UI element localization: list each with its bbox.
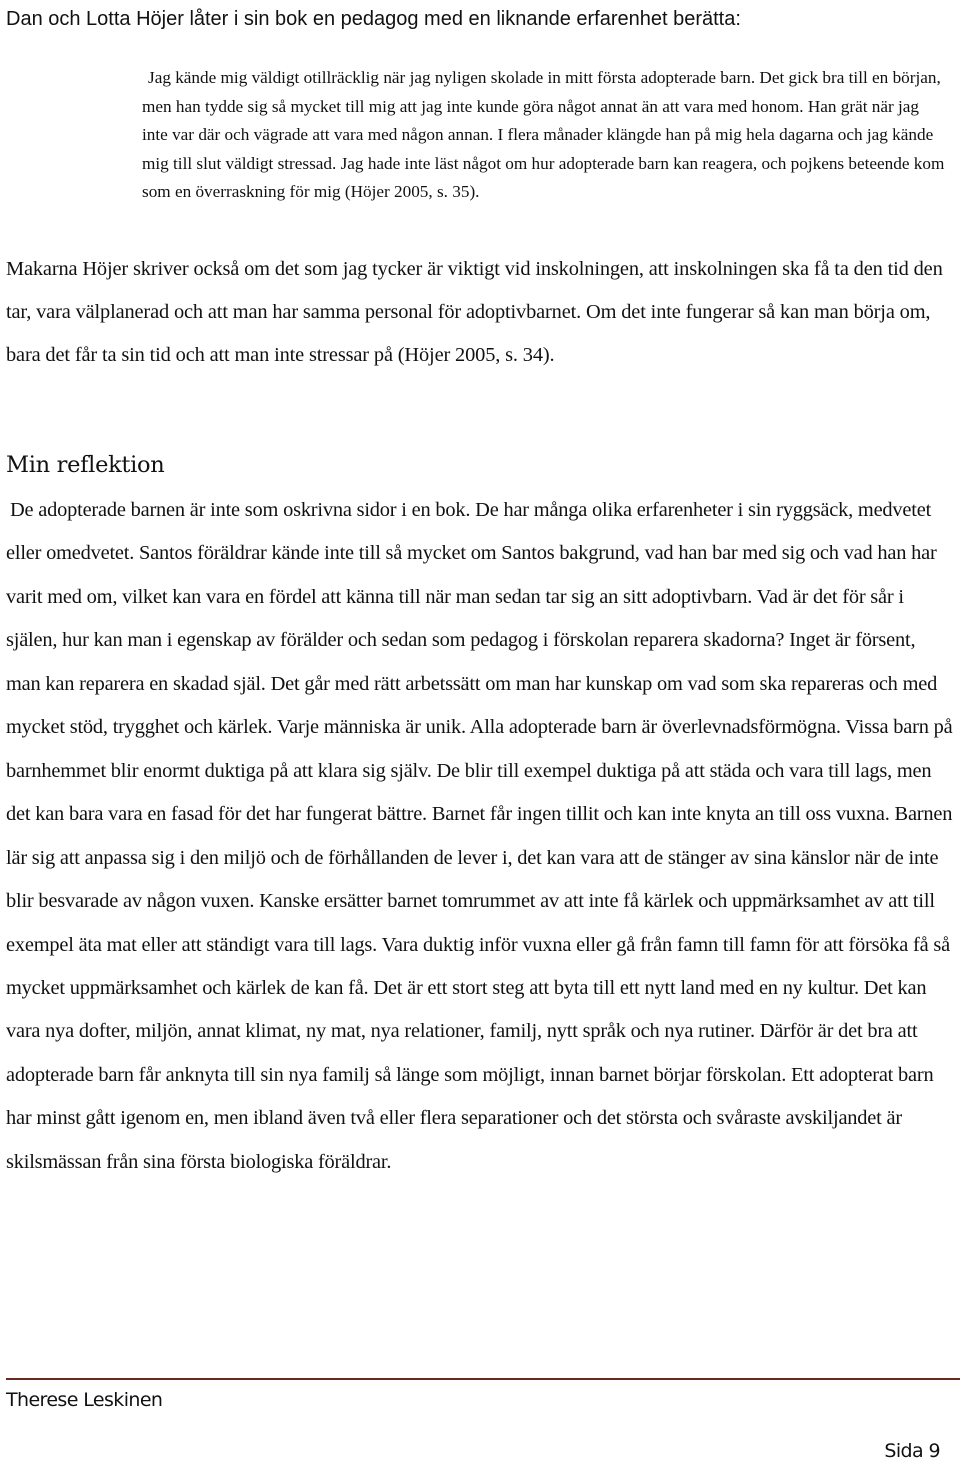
body-paragraph-2: De adopterade barnen är inte som oskrivna sidor i en bok. De har många olika erfarenheter i sin ryggsäck, medvetet eller omedvetet. Santos föräldrar kände inte till så mycket om Santos bakgrund, vad han bar med sig och vad han har varit med om, vilket kan vara en fördel att känna till när man sedan tar sig an sitt adoptivbarn. Vad är det för sår i själen, hur kan man i egenskap av förälder och sedan som pedagog i förskolan reparera skadorna? Inget är försent, man kan reparera en skadad själ. Det går med rätt arbetssätt om man har kunskap om vad som ska repareras och med mycket stöd, trygghet och kärlek. Varje människa är unik. Alla adopterade barn är överlevnadsförmögna. Vissa barn på barnhemmet blir enormt duktiga på att klara sig själv. De blir till exempel duktiga på att städa och vara till lags, men det kan bara vara en fasad för det har fungerat bättre. Barnet får ingen tillit och kan inte knyta an till oss vuxna. Barnen lär sig att anpassa sig i den miljö och de förhållanden de lever i, det kan vara att de stänger av sina känslor när de inte blir besvarade av någon vuxen. Kanske ersätter barnet tomrummet av att inte få kärlek och uppmärksamhet av att till exempel äta mat eller att ständigt vara till lags. Vara duktig inför vuxna eller gå från famn till famn för att försöka få så mycket uppmärksamhet och kärlek de kan få. Det är ett stort steg att byta till ett nytt land med en ny kultur. Det kan vara nya dofter, miljön, annat klimat, ny mat, nya relationer, familj, nytt språk och nya rutiner. Därför är det bra att adopterade barn får anknyta till sin nya familj så länge som möjligt, innan barnet börjar förskolan. Ett adopterat barn har minst gått igenom en, men ibland även två eller flera separationer och det största och svåraste avskiljandet är skilsmässan från sina första biologiska föräldrar.	[6, 499, 953, 1173]
footer-divider	[6, 1378, 960, 1380]
document-page	[6, 0, 954, 1463]
body-paragraph-1: Makarna Höjer skriver också om det som jag tycker är viktigt vid inskolningen, att inskolningen ska få ta den tid den tar, vara välplanerad och att man har samma personal för adoptivbarnet. Om det inte fungerar så kan man börja om, bara det får ta sin tid och att man inte stressar på (Höjer 2005, s. 34).	[6, 258, 943, 367]
intro-sentence: Dan och Lotta Höjer låter i sin bok en pedagog med en liknande erfarenhet berätta:	[6, 8, 741, 30]
page-number: Sida 9	[884, 1440, 940, 1462]
footer-author: Therese Leskinen	[6, 1389, 163, 1411]
block-quote: Jag kände mig väldigt otillräcklig när jag nyligen skolade in mitt första adopterade barn. Det gick bra till en början, men han tydde sig så mycket till mig att jag inte kunde göra något annat än att vara med honom. Han grät när jag inte var där och vägrade att vara med någon annan. I flera månader klängde han på mig hela dagarna och jag kände mig till slut väldigt stressad. Jag hade inte läst något om hur adopterade barn kan reagera, och pojkens beteende kom som en överraskning för mig (Höjer 2005, s. 35).	[142, 68, 945, 201]
section-heading: Min reflektion	[6, 452, 165, 478]
